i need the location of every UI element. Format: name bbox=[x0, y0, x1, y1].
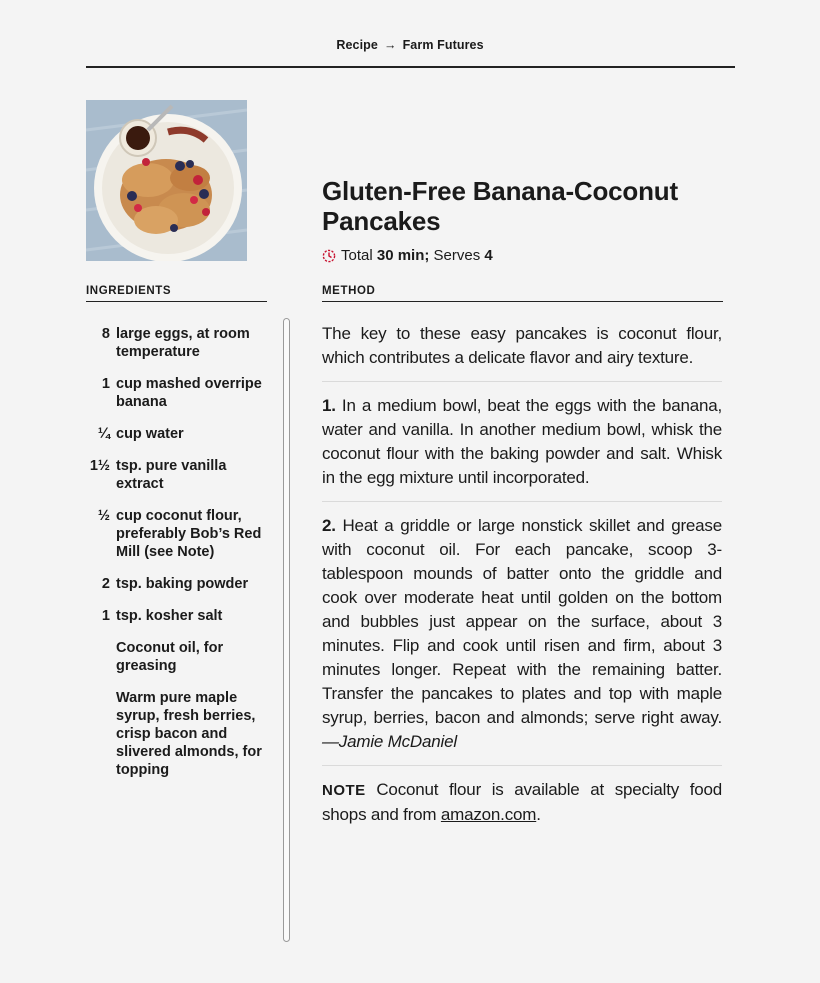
note-label: NOTE bbox=[322, 782, 366, 799]
ingredient-qty bbox=[86, 689, 110, 779]
clock-icon bbox=[322, 249, 336, 263]
method-note bbox=[322, 778, 722, 827]
ingredient-qty: 1 bbox=[101, 376, 110, 392]
step-text: In a medium bowl, beat the eggs with the banana, water and vanilla. In another medium bowl, whisk the coconut flour with the baking powder and salt. Whisk in the egg mixture until incorporated. bbox=[322, 396, 722, 487]
method-divider bbox=[322, 765, 722, 766]
ingredient-text: large eggs, at room temperature bbox=[116, 326, 250, 360]
breadcrumb bbox=[0, 38, 820, 52]
ingredient-text: Warm pure maple syrup, fresh berries, crisp bacon and slivered almonds, for topping bbox=[116, 690, 262, 778]
ingredient-item bbox=[86, 325, 276, 361]
ingredient-item bbox=[86, 507, 276, 561]
method-divider bbox=[322, 381, 722, 382]
ingredient-text: cup mashed overripe banana bbox=[116, 376, 262, 410]
recipe-title: Gluten-Free Banana-Coconut Pancakes bbox=[322, 176, 678, 236]
ingredient-item bbox=[86, 575, 276, 593]
step-number: 2. bbox=[322, 516, 336, 535]
ingredients-heading: INGREDIENTS bbox=[86, 285, 267, 302]
method-intro: The key to these easy pancakes is coconut flour, which contributes a delicate flavor and airy texture. bbox=[322, 324, 722, 367]
amazon-link[interactable]: amazon.com bbox=[440, 805, 537, 824]
ingredient-text: cup coconut flour, preferably Bob’s Red Mill (see Note) bbox=[116, 508, 262, 560]
author-signature: —Jamie McDaniel bbox=[322, 732, 457, 751]
ingredient-qty bbox=[86, 639, 110, 675]
method-divider bbox=[322, 501, 722, 502]
ingredient-text: tsp. baking powder bbox=[116, 576, 249, 592]
arrow-right-icon: → bbox=[383, 38, 397, 52]
ingredient-item bbox=[86, 689, 276, 779]
time-label: Total bbox=[341, 247, 373, 264]
note-end: . bbox=[536, 805, 541, 824]
ingredient-text: tsp. pure vanilla extract bbox=[116, 458, 227, 492]
time-value: 30 min; bbox=[376, 247, 430, 264]
header-divider bbox=[86, 66, 735, 68]
ingredients-list bbox=[86, 325, 276, 793]
ingredient-item bbox=[86, 639, 276, 675]
ingredient-text: tsp. kosher salt bbox=[116, 608, 223, 624]
serves-value: 4 bbox=[484, 247, 493, 264]
ingredient-item bbox=[86, 607, 276, 625]
ingredient-qty: 8 bbox=[101, 326, 110, 342]
method-step-1 bbox=[322, 394, 722, 490]
ingredient-qty: 1 bbox=[101, 608, 110, 624]
ingredient-qty: ½ bbox=[97, 508, 110, 524]
step-text: Heat a griddle or large nonstick skillet and grease with coconut oil. For each pancake, scoop 3-tablespoon mounds of batter onto the griddle and cook over moderate heat until golden on the bottom and bubbles just appear on the surface, about 3 minutes. Flip and cook until risen and firm, about 3 minutes longer. Repeat with the remaining batter. Transfer the pancakes to plates and top with maple syrup, berries, bacon and almonds; serve right away. bbox=[322, 516, 722, 727]
note-text: Coconut flour is available at specialty food shops and from bbox=[322, 780, 722, 824]
recipe-photo bbox=[86, 100, 247, 261]
method-step-2 bbox=[322, 514, 722, 754]
ingredient-item bbox=[86, 425, 276, 443]
ingredient-qty: ¼ bbox=[97, 426, 110, 442]
ingredient-text: cup water bbox=[116, 426, 184, 442]
recipe-meta bbox=[322, 247, 493, 264]
method-heading: METHOD bbox=[322, 285, 723, 302]
breadcrumb-current[interactable]: Farm Futures bbox=[402, 38, 484, 52]
ingredient-qty: 2 bbox=[101, 576, 110, 592]
step-number: 1. bbox=[322, 396, 336, 415]
breadcrumb-parent-link[interactable]: Recipe bbox=[336, 38, 378, 52]
serves-label: Serves bbox=[433, 247, 481, 264]
ingredient-item bbox=[86, 457, 276, 493]
ingredient-text: Coconut oil, for greasing bbox=[116, 640, 224, 674]
ingredients-scrollbar[interactable] bbox=[283, 318, 290, 942]
ingredient-item bbox=[86, 375, 276, 411]
ingredient-qty: 1½ bbox=[89, 458, 110, 474]
method-body bbox=[322, 322, 722, 827]
